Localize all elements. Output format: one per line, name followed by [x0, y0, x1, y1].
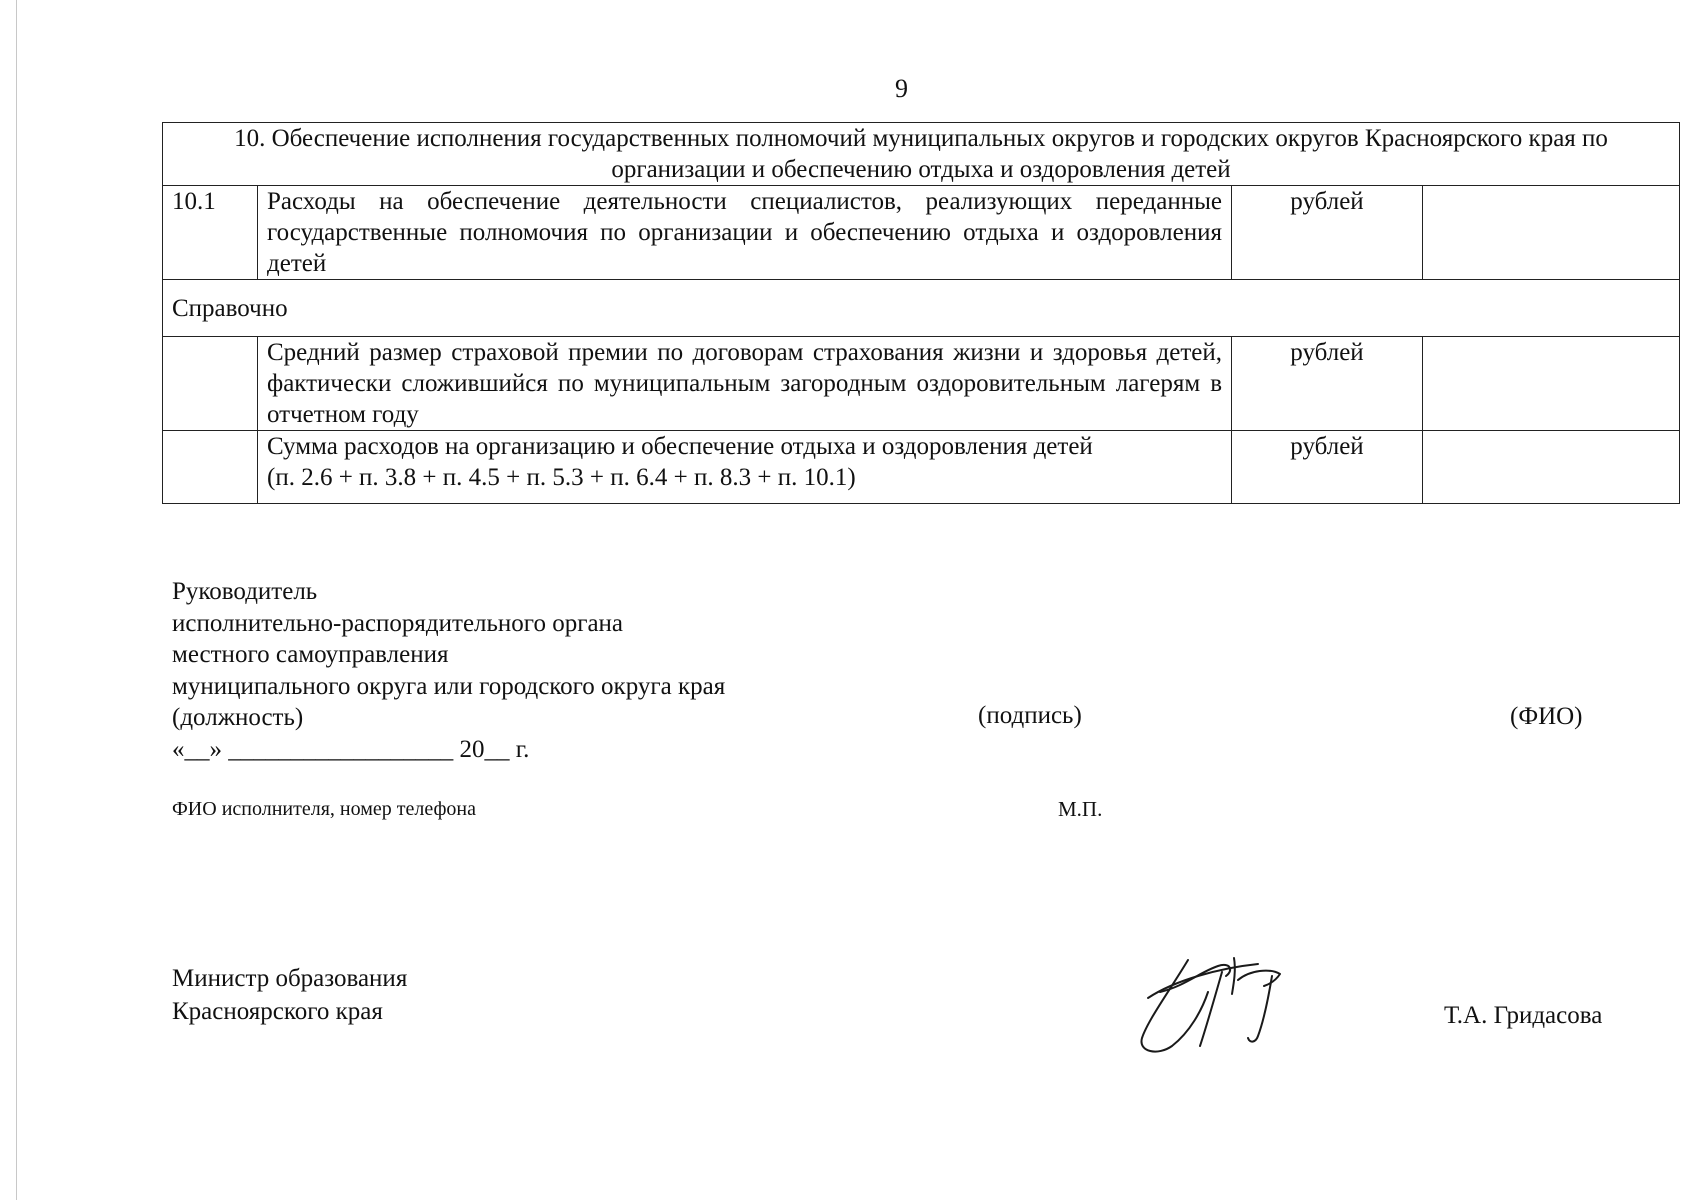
row-number: 10.1: [163, 186, 258, 280]
signatory-line: муниципального округа или городского округа края: [172, 672, 726, 700]
minister-title-line: Красноярского края: [172, 998, 383, 1025]
page-number: 9: [895, 74, 908, 103]
row-formula-line: (п. 2.6 + п. 3.8 + п. 4.5 + п. 5.3 + п. 6.4 + п. 8.3 + п. 10.1): [267, 464, 856, 491]
date-line: «__» __________________ 20__ г.: [172, 735, 530, 763]
row-description: Расходы на обеспечение деятельности специалистов, реализующих переданные государственные полномочия по организации и обеспечению отдыха и оздоровления детей: [258, 186, 1232, 280]
row-description: Средний размер страховой премии по договорам страхования жизни и здоровья детей, фактически сложившийся по муниципальным загородным оздоровительным лагерям в отчетном году: [258, 337, 1232, 431]
row-value-cell: [1423, 431, 1680, 504]
row-unit: рублей: [1232, 337, 1423, 431]
fio-label: (ФИО): [1510, 703, 1583, 730]
reference-label: Справочно: [163, 280, 1680, 337]
minister-name: Т.А. Гридасова: [1444, 1002, 1603, 1029]
minister-title: [172, 962, 407, 1028]
signatory-line: местного самоуправления: [172, 641, 449, 668]
section-title: 10. Обеспечение исполнения государственных полномочий муниципальных округов и городских округов Красноярского края по организации и обеспечению отдыха и оздоровления детей: [163, 123, 1680, 186]
signatory-block: [172, 576, 725, 765]
row-value-cell: [1423, 186, 1680, 280]
executor-label: ФИО исполнителя, номер телефона: [172, 798, 477, 820]
signatory-line: Руководитель: [172, 578, 318, 605]
signature-label: (подпись): [978, 702, 1082, 729]
scan-edge-line: [16, 0, 17, 1200]
row-unit: рублей: [1232, 186, 1423, 280]
table-row: [163, 186, 1680, 280]
row-unit: рублей: [1232, 431, 1423, 504]
row-number: [163, 337, 258, 431]
row-number: [163, 431, 258, 504]
table-row: [163, 337, 1680, 431]
row-description: [258, 431, 1232, 504]
row-value-cell: [1423, 337, 1680, 431]
table-row: [163, 431, 1680, 504]
section-header-row: [163, 123, 1680, 186]
reference-header-row: [163, 280, 1680, 337]
minister-title-line: Министр образования: [172, 965, 408, 992]
row-description-line: Сумма расходов на организацию и обеспечение отдыха и оздоровления детей: [267, 433, 1093, 460]
signatory-line: исполнительно-распорядительного органа: [172, 609, 624, 637]
handwritten-signature: [1130, 950, 1290, 1060]
stamp-label: М.П.: [1058, 797, 1103, 821]
position-label: (должность): [172, 704, 304, 731]
report-table: [162, 122, 1680, 504]
